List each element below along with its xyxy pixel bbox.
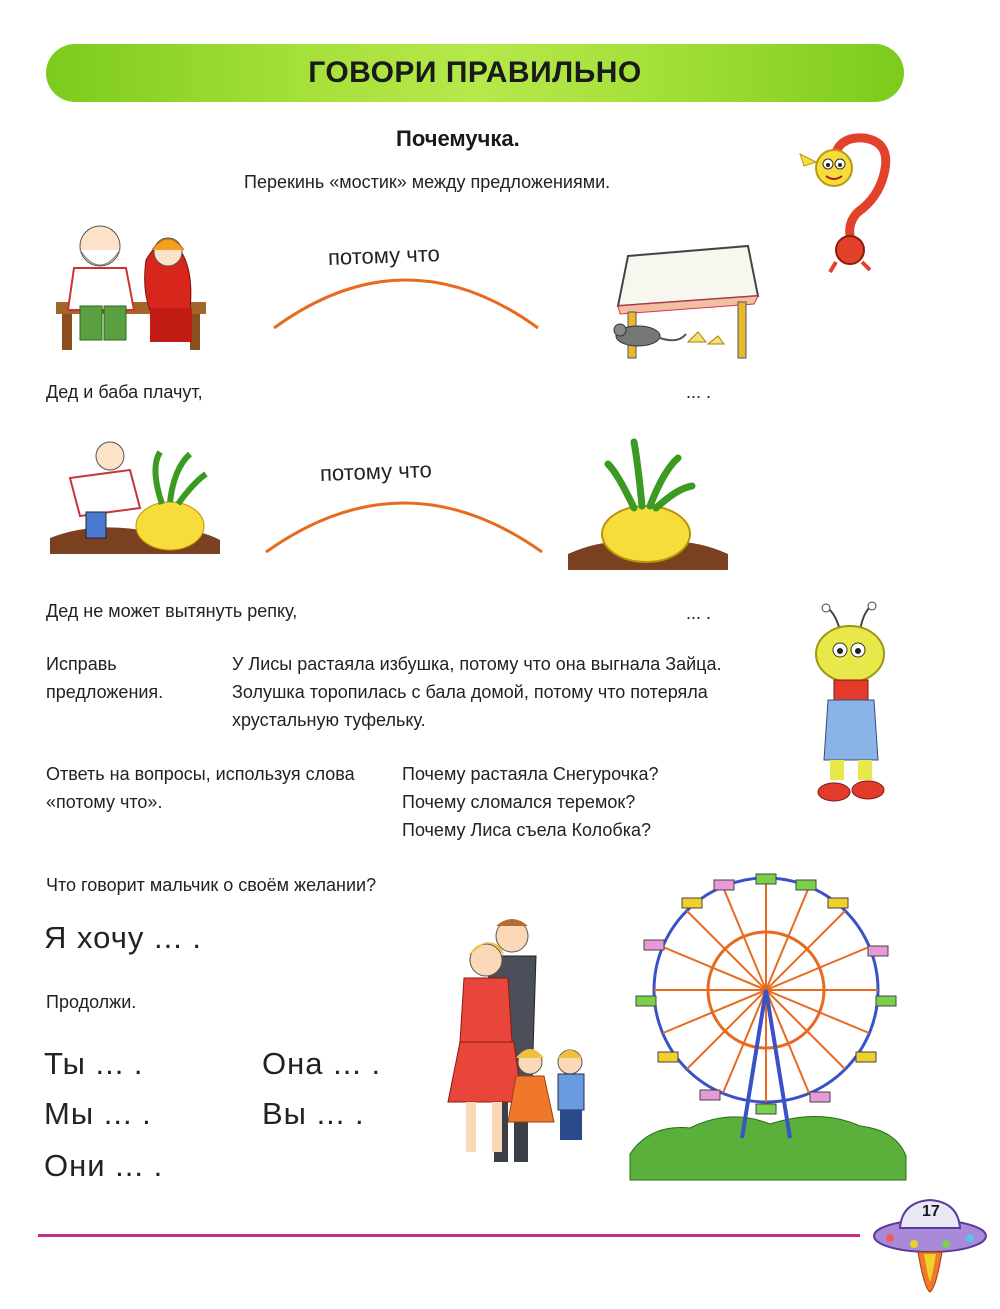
pronoun-ty: Ты ... .	[44, 1046, 144, 1081]
turnip-icon	[568, 434, 728, 574]
sentence2-left: Дед не может вытянуть репку,	[46, 601, 298, 621]
bridge-label-1: потому что	[327, 241, 441, 270]
question-1: Почему растаяла Снегурочка?	[402, 764, 659, 784]
table-mouse-egg-icon	[598, 226, 768, 376]
title-banner	[46, 44, 904, 102]
question-mark-character-icon	[796, 132, 896, 272]
sentence2-right: ... .	[686, 603, 712, 623]
sentence1-left: Дед и баба плачут,	[46, 382, 203, 402]
sentence1-right: ... .	[686, 382, 712, 402]
question-2: Почему сломался теремок?	[402, 792, 636, 812]
continue-label: Продолжи.	[46, 992, 137, 1012]
fix-text: У Лисы растаяла избушка, потому что она выгнала Зайца. Золушка торопилась с бала домой, потому что потеряла хрустальную туфельку.	[232, 654, 722, 730]
fix-label: Исправь предложения.	[46, 654, 164, 702]
pronoun-my: Мы ... .	[44, 1096, 152, 1131]
pronoun-vy: Вы ... .	[262, 1096, 365, 1131]
grandpa-pulling-turnip-icon	[50, 438, 220, 558]
section-title: Почемучка.	[396, 126, 520, 151]
wish-phrase: Я хочу ... .	[44, 920, 203, 955]
alien-character-icon	[800, 600, 900, 810]
instruction: Перекинь «мостик» между предложениями.	[244, 172, 611, 192]
family-icon	[436, 912, 616, 1184]
wish-question: Что говорит мальчик о своём желании?	[46, 875, 377, 895]
answer-label: Ответь на вопросы, используя слова «потому что».	[46, 764, 355, 812]
pronoun-oni: Они ... .	[44, 1148, 164, 1183]
page-title: ГОВОРИ ПРАВИЛЬНО	[308, 56, 642, 89]
bridge-label-2: потому что	[319, 457, 433, 486]
pronoun-ona: Она ... .	[262, 1046, 382, 1081]
page-number: 17	[922, 1203, 940, 1220]
ferris-wheel-icon	[630, 868, 906, 1184]
grandparents-crying-icon	[50, 210, 210, 360]
question-3: Почему Лиса съела Колобка?	[402, 820, 651, 840]
footer-line	[38, 1234, 860, 1237]
